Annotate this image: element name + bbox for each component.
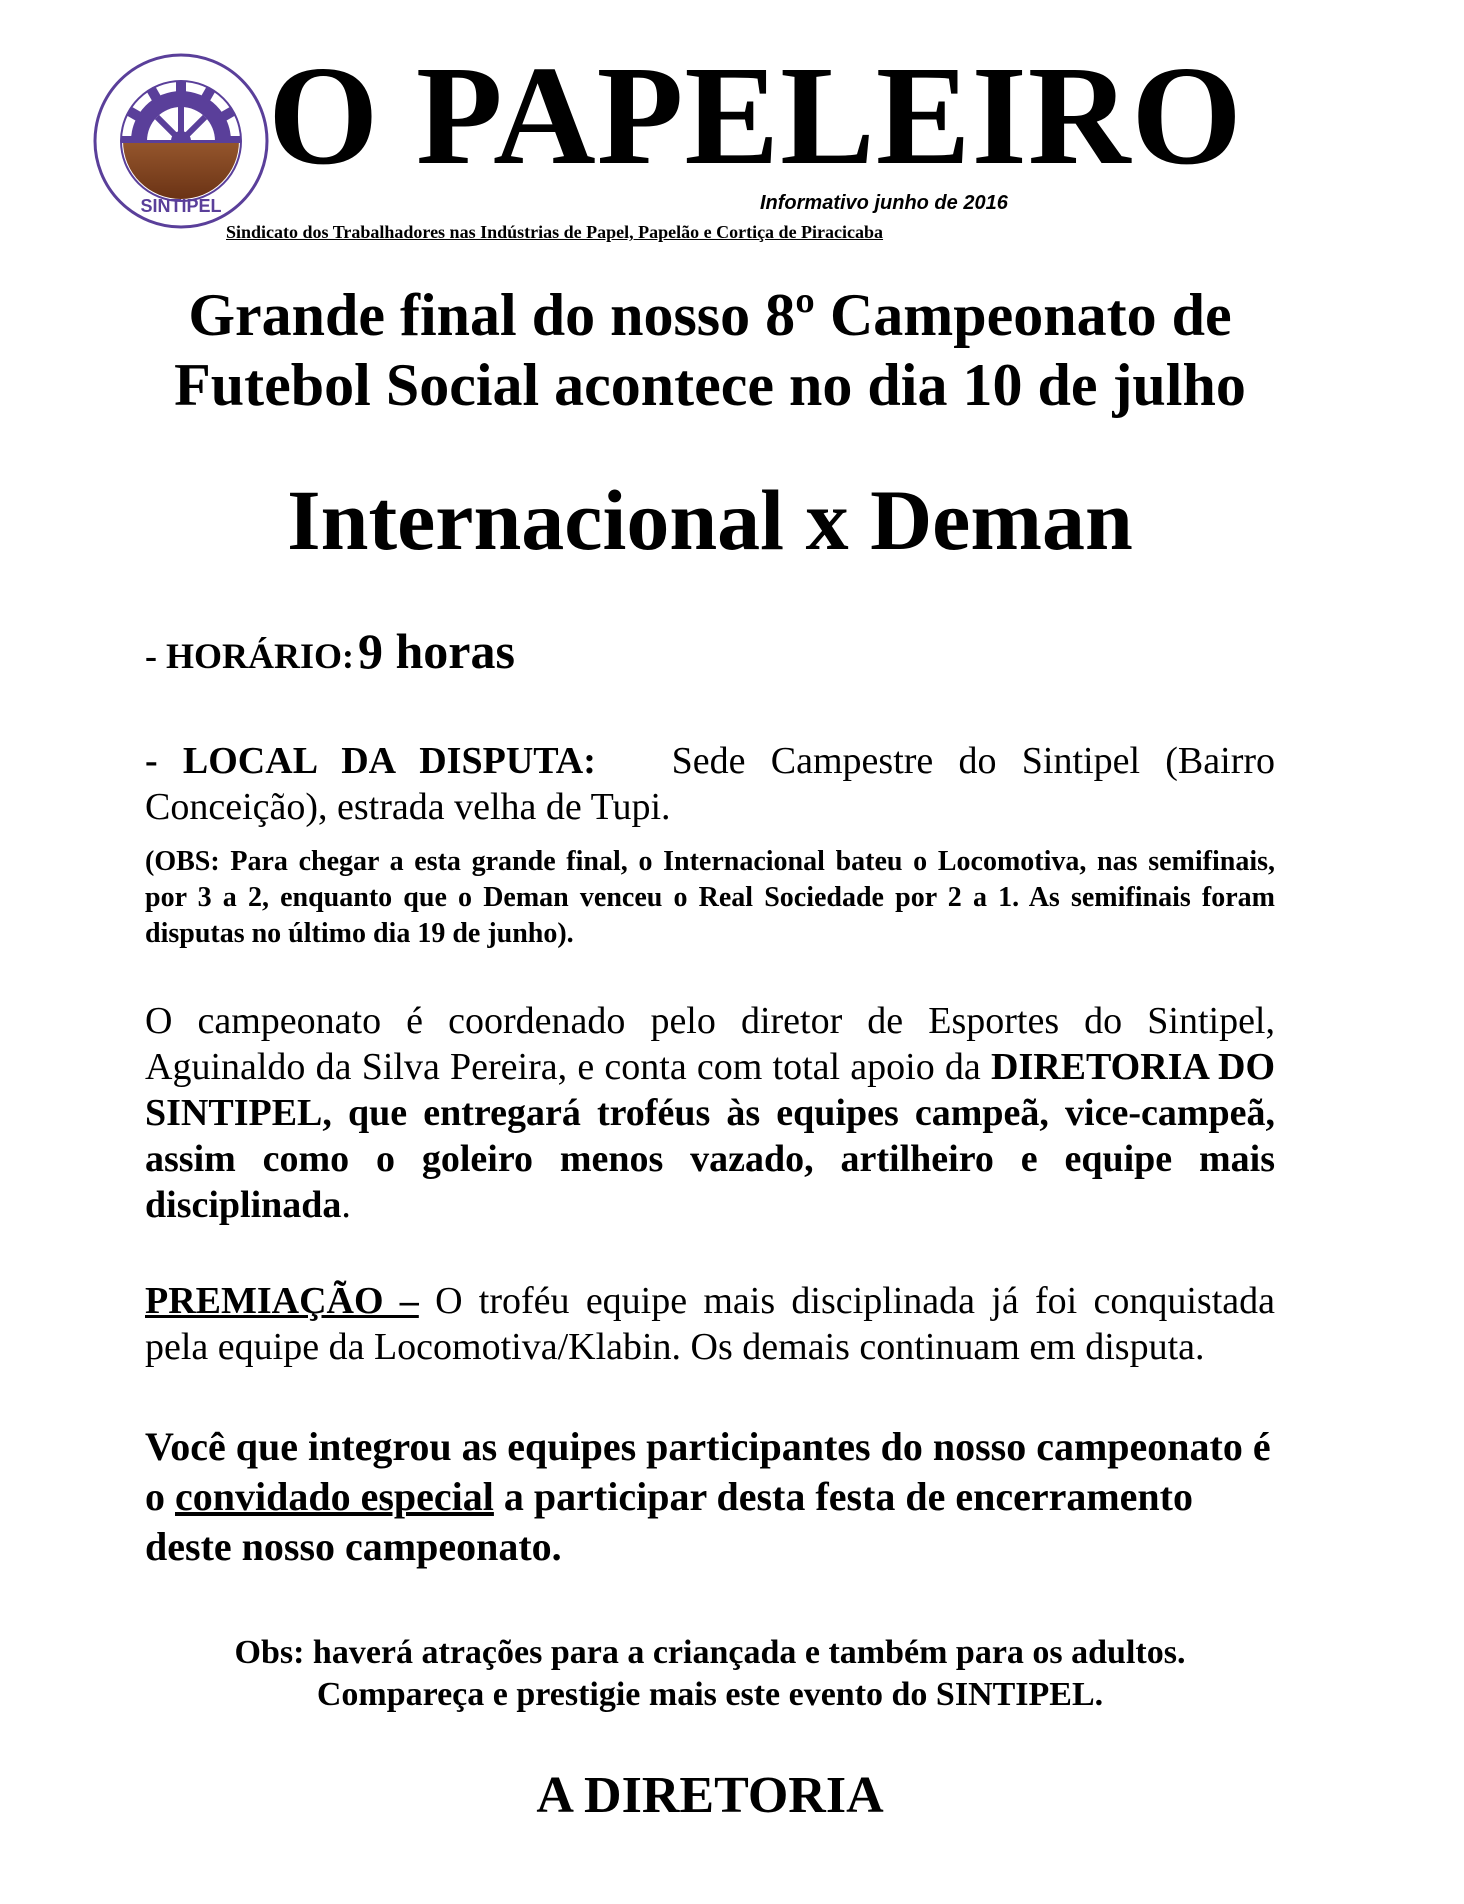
match-title: Internacional x Deman <box>287 472 1133 568</box>
premiacao-paragraph <box>145 1278 1275 1370</box>
horario-value: 9 horas <box>358 623 515 679</box>
horario-line <box>145 622 515 680</box>
closing-note <box>120 1632 1300 1716</box>
invite-paragraph <box>145 1422 1275 1572</box>
coordination-end: . <box>341 1184 351 1226</box>
local-text: Sede Campestre do Sintipel (Bairro Conceição), estrada velha de Tupi. <box>145 740 1275 828</box>
sintipel-logo <box>92 52 270 230</box>
logo-label: SINTIPEL <box>140 196 222 216</box>
headline-line-1: Grande final do nosso 8º Campeonato de <box>188 282 1232 348</box>
premiacao-label: PREMIAÇÃO – <box>145 1280 419 1322</box>
signature: A DIRETORIA <box>536 1767 884 1824</box>
local-label: - LOCAL DA DISPUTA: <box>145 740 596 782</box>
invite-highlight: convidado especial <box>175 1474 494 1519</box>
coordination-text: O campeonato é coordenado pelo diretor de Esportes do Sintipel, Aguinaldo da Silva Pereira, e conta com total apoio da <box>145 1000 1275 1088</box>
issue-date: Informativo junho de 2016 <box>760 192 1008 214</box>
closing-note-line-2: Compareça e prestigie mais este evento do SINTIPEL. <box>316 1676 1104 1713</box>
semifinal-note: (OBS: Para chegar a esta grande final, o Internacional bateu o Locomotiva, nas semifinais, por 3 a 2, enquanto que o Deman venceu o Real Sociedade por 2 a 1. As semifinais foram disputas no último dia 19 de junho). <box>145 846 1275 949</box>
coordination-bold: DIRETORIA DO SINTIPEL, que entregará troféus às equipes campeã, vice-campeã, assim como o goleiro menos vazado, artilheiro e equipe mais disciplinada <box>145 1046 1276 1226</box>
coordination-paragraph <box>145 998 1275 1228</box>
headline-line-2: Futebol Social acontece no dia 10 de julho <box>174 352 1246 418</box>
invite-before: Você que integrou as equipes participantes do nosso campeonato é o <box>145 1424 1271 1519</box>
union-name: Sindicato dos Trabalhadores nas Indústrias de Papel, Papelão e Cortiça de Piracicaba <box>226 222 884 242</box>
masthead-title: O PAPELEIRO <box>268 36 1243 194</box>
closing-note-line-1: Obs: haverá atrações para a criançada e também para os adultos. <box>234 1634 1186 1671</box>
local-paragraph <box>145 738 1275 830</box>
horario-label: - HORÁRIO: <box>145 636 354 676</box>
headline <box>120 280 1300 420</box>
premiacao-text: O troféu equipe mais disciplinada já foi conquistada pela equipe da Locomotiva/Klabin. Os demais continuam em disputa. <box>145 1280 1275 1368</box>
invite-after: a participar desta festa de encerramento deste nosso campeonato. <box>145 1474 1193 1569</box>
